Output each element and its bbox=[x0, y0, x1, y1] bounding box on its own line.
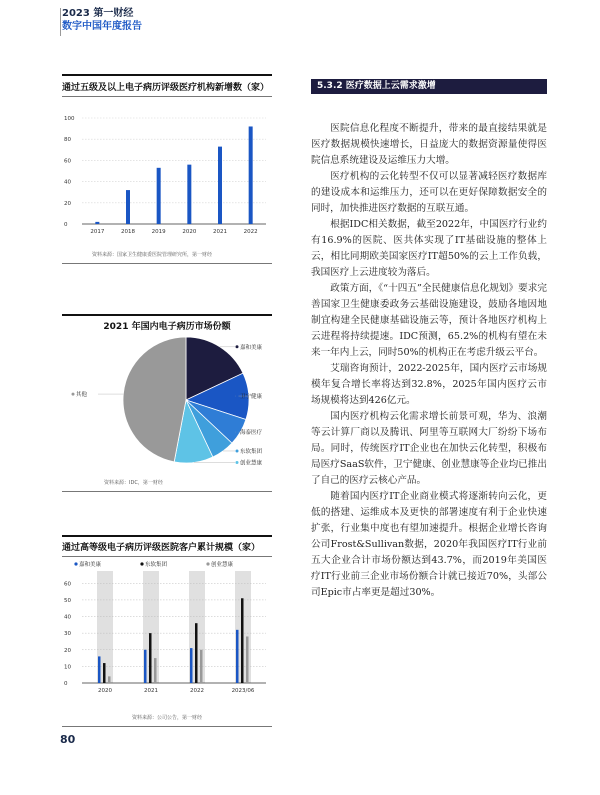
legend-label: 嘉和美康 bbox=[79, 562, 102, 568]
chart1-top-rule bbox=[62, 74, 272, 76]
bar bbox=[236, 630, 239, 683]
report-subtitle: 数字中国年度报告 bbox=[62, 21, 142, 32]
bar bbox=[190, 648, 193, 683]
bar bbox=[218, 147, 222, 224]
legend-dot bbox=[236, 345, 239, 348]
section-heading: 5.3.2 医疗数据上云需求激增 bbox=[311, 79, 547, 94]
bar bbox=[95, 222, 99, 224]
bar bbox=[157, 168, 161, 224]
legend-label: 东软集团 bbox=[145, 562, 168, 568]
slice-label: 嘉和美康 bbox=[240, 344, 263, 351]
chart1-source: 资料来源：国家卫生健康委医院管理研究所，第一财经 bbox=[92, 252, 213, 258]
chart1-title-rule bbox=[62, 96, 272, 97]
bar bbox=[187, 165, 191, 224]
bar bbox=[108, 676, 111, 683]
chart3-title-rule bbox=[62, 556, 272, 557]
bar bbox=[154, 658, 157, 683]
legend-dot bbox=[140, 562, 143, 565]
y-tick-label: 20 bbox=[64, 200, 71, 207]
x-tick-label: 2023/06 bbox=[231, 688, 255, 694]
bar bbox=[241, 598, 244, 683]
bar bbox=[195, 623, 198, 683]
paragraph: 艾瑞咨询预计，2022-2025年，国内医疗云市场规模年复合增长率将达到32.8%，2025年国内医疗云市场规模将达到426亿元。 bbox=[311, 363, 547, 406]
paragraph: 医疗机构的云化转型不仅可以显著减轻医疗数据库的建设成本和运维压力，还可以在更好保障数据安全的同时，加快推进医疗数据的互联互通。 bbox=[311, 171, 547, 214]
chart2-bottom-rule bbox=[62, 491, 272, 492]
x-tick-label: 2019 bbox=[151, 229, 166, 235]
bar bbox=[249, 126, 253, 224]
chart3-title: 通过高等级电子病历评级医院客户累计规模（家） bbox=[62, 543, 261, 553]
slice-label: 海泰医疗 bbox=[240, 430, 263, 437]
slice-label: 创业慧康 bbox=[240, 460, 263, 467]
chart3-bottom-rule bbox=[62, 726, 272, 727]
legend-dot bbox=[236, 461, 239, 464]
chart2-title: 2021 年国内电子病历市场份额 bbox=[103, 322, 231, 332]
y-tick-label: 60 bbox=[64, 158, 71, 165]
chart2-source: 资料来源：IDC，第一财经 bbox=[104, 480, 163, 486]
legend-dot bbox=[236, 449, 239, 452]
slice-label: 东软集团 bbox=[240, 448, 263, 455]
chart3-cumulative-clients bbox=[62, 559, 272, 696]
paragraph: 政策方面，《“十四五”全民健康信息化规划》要求完善国家卫生健康委政务云基础设施建设，鼓励各地因地制宜构建全民健康基础设施云等，预计各地医疗机构上云进程将持续提速。IDC预测，65.2%的机构有望在未来一年内上云，同时50%的机构正在考虑升级云平台。 bbox=[311, 283, 547, 358]
bar bbox=[98, 656, 101, 683]
x-tick-label: 2022 bbox=[243, 229, 258, 235]
bar bbox=[126, 190, 130, 224]
chart3-top-rule bbox=[62, 535, 272, 537]
chart1-bottom-rule bbox=[62, 263, 272, 264]
x-tick-label: 2022 bbox=[190, 688, 204, 694]
legend-dot bbox=[236, 395, 239, 398]
bar bbox=[200, 650, 203, 683]
x-tick-label: 2017 bbox=[90, 229, 105, 235]
y-tick-label: 40 bbox=[64, 179, 71, 186]
legend-dot bbox=[206, 562, 209, 565]
slice-label: 卫宁健康 bbox=[240, 394, 263, 401]
paragraph: 根据IDC相关数据，截至2022年，中国医疗行业约有16.9%的医院、医共体实现了IT基础设施的整体上云，相比同期欧美国家医疗IT超50%的云上工作负载，我国医疗上云进度较为落后。 bbox=[311, 219, 547, 278]
legend-dot bbox=[72, 393, 75, 396]
section-body bbox=[311, 121, 547, 601]
x-tick-label: 2021 bbox=[144, 688, 158, 694]
y-tick-label: 50 bbox=[64, 597, 71, 604]
chart1-title: 通过五级及以上电子病历评级医疗机构新增数（家） bbox=[62, 83, 270, 93]
page-header bbox=[62, 8, 142, 33]
pie-slice bbox=[123, 337, 186, 462]
y-tick-label: 0 bbox=[64, 222, 68, 228]
chart3-source: 资料来源：公司公告，第一财经 bbox=[132, 715, 203, 721]
chart2-market-share-pie bbox=[62, 334, 272, 474]
y-tick-label: 20 bbox=[64, 647, 71, 654]
paragraph: 国内医疗机构云化需求增长前景可观，华为、浪潮等云计算厂商以及腾讯、阿里等互联网大厂纷纷下场布局。同时，传统医疗IT企业也在加快云化转型，积极布局医疗SaaS软件，卫宁健康、创业慧康等企业均已推出了自己的医疗云核心产品。 bbox=[311, 411, 547, 486]
paragraph: 医院信息化程度不断提升，带来的最直接结果就是医疗数据规模快速增长，日益庞大的数据资源量使得医院信息系统建设及运维压力大增。 bbox=[311, 123, 547, 166]
paragraph: 随着国内医疗IT企业商业模式将逐渐转向云化，更低的搭建、运维成本及更快的部署速度有利于企业快速扩张，行业集中度也有望加速提升。根据企业增长咨询公司Frost&Sullivan数据，2020年我国医疗IT行业前五大企业合计市场份额达到43.7%，而2019年美国医疗IT行业前三企业市场份额合计就已接近70%，头部公司Epic市占率更是超过30%。 bbox=[311, 491, 547, 598]
y-tick-label: 0 bbox=[64, 681, 68, 687]
x-tick-label: 2021 bbox=[213, 229, 227, 235]
bar bbox=[246, 636, 249, 683]
y-tick-label: 10 bbox=[64, 664, 71, 671]
y-tick-label: 100 bbox=[64, 116, 75, 122]
header-divider bbox=[60, 8, 61, 36]
x-tick-label: 2018 bbox=[121, 229, 135, 235]
bar bbox=[103, 663, 106, 683]
chart2-top-rule bbox=[62, 314, 272, 316]
x-tick-label: 2020 bbox=[182, 229, 197, 235]
y-tick-label: 60 bbox=[64, 581, 71, 588]
legend-label: 创业慧康 bbox=[211, 562, 234, 568]
bar bbox=[144, 650, 147, 683]
y-tick-label: 80 bbox=[64, 137, 71, 144]
legend-dot bbox=[236, 431, 239, 434]
page-number: 80 bbox=[60, 733, 76, 746]
chart1-new-institutions bbox=[62, 100, 272, 240]
report-year-title: 2023 第一财经 bbox=[62, 8, 134, 19]
legend-dot bbox=[74, 562, 77, 565]
slice-label: 其他 bbox=[76, 392, 88, 399]
x-tick-label: 2020 bbox=[98, 688, 112, 694]
bar bbox=[149, 633, 152, 683]
y-tick-label: 40 bbox=[64, 614, 71, 621]
y-tick-label: 30 bbox=[64, 631, 71, 638]
